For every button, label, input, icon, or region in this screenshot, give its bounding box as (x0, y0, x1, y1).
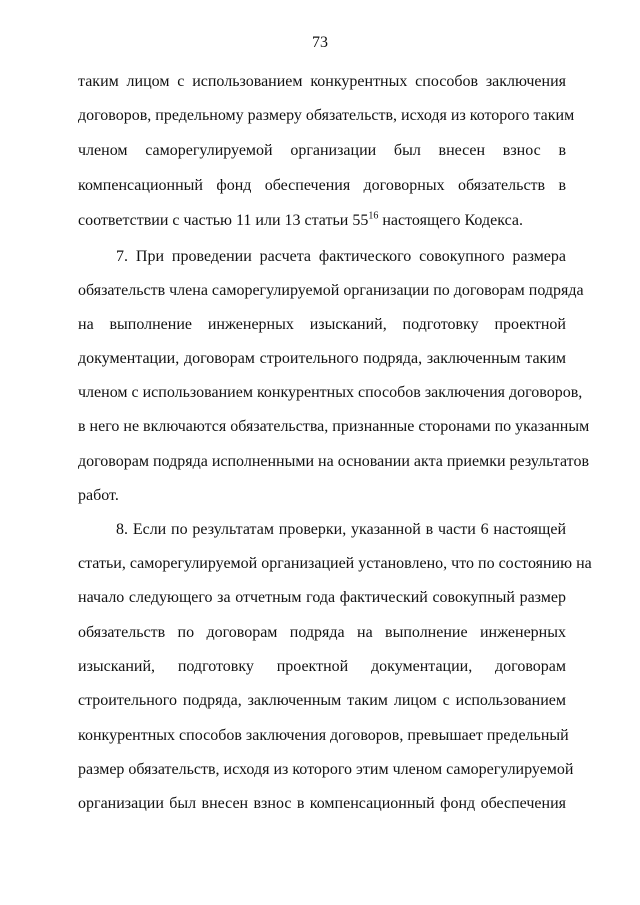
text-line: конкурентных способов заключения договоров, превышает предельный (78, 727, 569, 744)
text-line: размер обязательств, исходя из которого этим членом саморегулируемой (78, 761, 574, 778)
text-line: договоров, предельному размеру обязательств, исходя из которого таким (78, 107, 575, 124)
text-fragment: настоящего Кодекса. (378, 212, 523, 229)
text-line: в него не включаются обязательства, признанные сторонами по указанным (78, 418, 590, 435)
text-line: работ. (78, 487, 119, 504)
text-line: членом с использованием конкурентных способов заключения договоров, (78, 384, 583, 401)
text-line: документации, договорам строительного подряда, заключенным таким (78, 350, 566, 367)
text-line: на выполнение инженерных изысканий, подготовку проектной (78, 316, 566, 333)
text-line: членом саморегулируемой организации был внесен взнос в (78, 142, 566, 159)
text-line: строительного подряда, заключенным таким лицом с использованием (78, 692, 566, 709)
text-line (78, 211, 566, 231)
text-line: обязательств члена саморегулируемой организации по договорам подряда (78, 282, 584, 299)
text-line: статьи, саморегулируемой организацией установлено, что по состоянию на (78, 555, 592, 572)
paragraph-7-start: 7. При проведении расчета фактического совокупного размера (116, 248, 566, 265)
superscript: 16 (368, 210, 379, 222)
text-line: организации был внесен взнос в компенсационный фонд обеспечения (78, 795, 566, 812)
text-line: начало следующего за отчетным года фактический совокупный размер (78, 589, 566, 606)
text-line: договорам подряда исполненными на основании акта приемки результатов (78, 453, 590, 470)
paragraph-8-start: 8. Если по результатам проверки, указанной в части 6 настоящей (116, 521, 566, 538)
text-line: изысканий, подготовку проектной документации, договорам (78, 658, 566, 675)
text-line: таким лицом с использованием конкурентных способов заключения (78, 73, 566, 90)
page-number: 73 (312, 34, 328, 51)
text-fragment: соответствии с частью 11 или 13 статьи 55 (78, 212, 369, 229)
text-line: обязательств по договорам подряда на выполнение инженерных (78, 624, 566, 641)
text-line: компенсационный фонд обеспечения договорных обязательств в (78, 177, 566, 194)
